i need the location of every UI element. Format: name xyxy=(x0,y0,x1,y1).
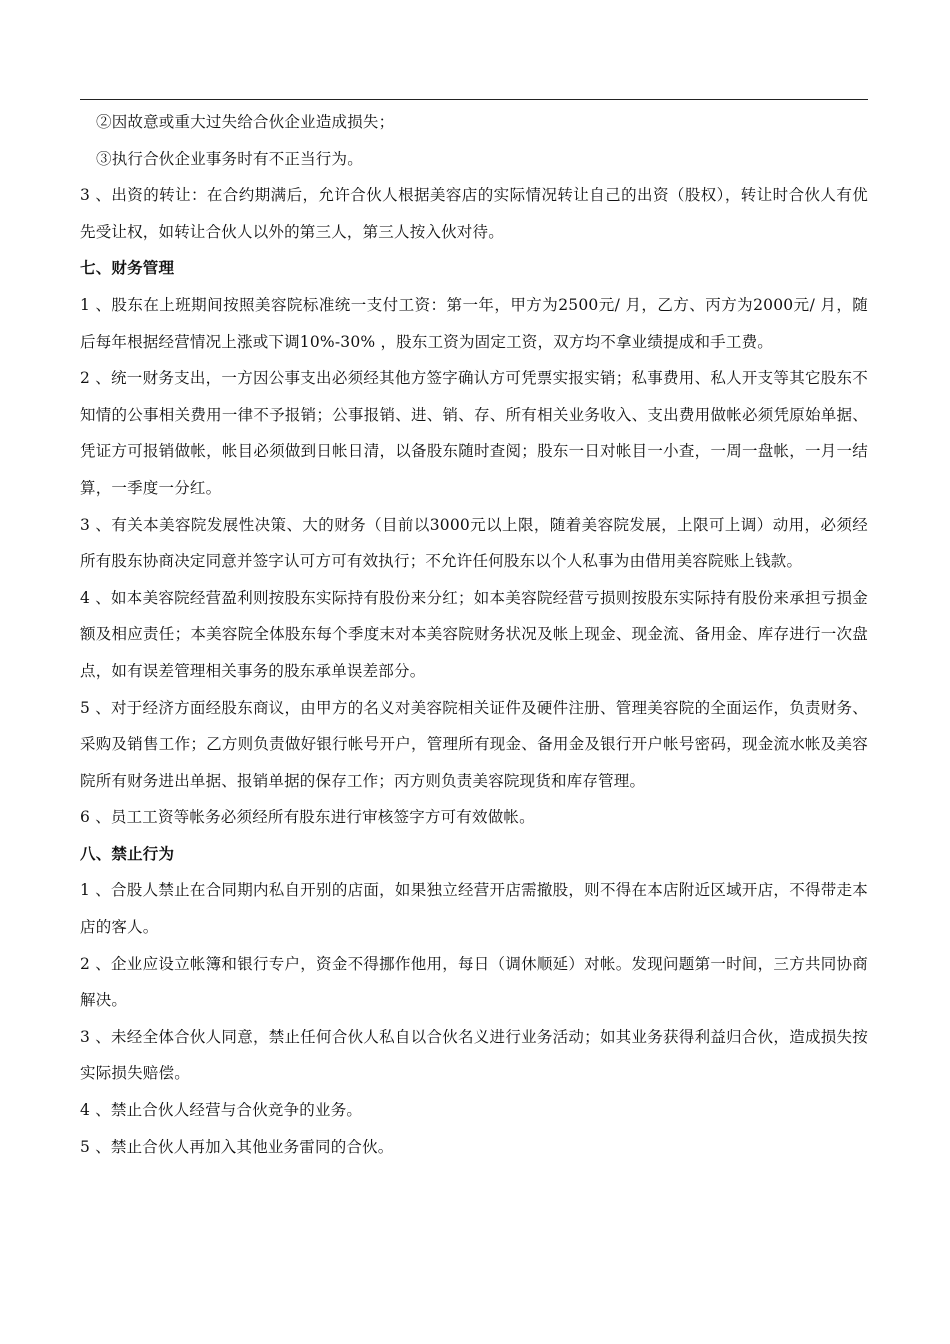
section-8-item-1: 1 、合股人禁止在合同期内私自开别的店面，如果独立经营开店需撤股，则不得在本店附近区域开店，不得带走本店的客人。 xyxy=(80,881,868,937)
transfer-clause: 3 、出资的转让：在合约期满后，允许合伙人根据美容店的实际情况转让自己的出资（股权），转让时合伙人有优先受让权，如转让合伙人以外的第三人，第三人按入伙对待。 xyxy=(80,186,868,241)
sub-item-3: ③执行合伙企业事务时有不正当行为。 xyxy=(96,149,363,168)
section-7-item-5: 5 、对于经济方面经股东商议，由甲方的名义对美容院相关证件及硬件注册、管理美容院的全面运作，负责财务、采购及销售工作；乙方则负责做好银行帐号开户，管理所有现金、备用金及银行开户帐号密码，现金流水帐及美容院所有财务进出单据、报销单据的保存工作；丙方则负责美容院现货和库存管理。 xyxy=(80,698,868,790)
section-8-item-3: 3 、未经全体合伙人同意，禁止任何合伙人私自以合伙名义进行业务活动；如其业务获得利益归合伙，造成损失按实际损失赔偿。 xyxy=(80,1027,868,1083)
section-7-heading: 七、财务管理 xyxy=(80,259,175,278)
section-7-item-2: 2 、统一财务支出，一方因公事支出必须经其他方签字确认方可凭票实报实销；私事费用、私人开支等其它股东不知情的公事相关费用一律不予报销；公事报销、进、销、存、所有相关业务收入、支出费用做帐必须凭原始单据、凭证方可报销做帐，帐目必须做到日帐日清，以备股东随时查阅；股东一日对帐目一小查，一周一盘帐，一月一结算，一季度一分红。 xyxy=(80,369,868,497)
section-8-heading: 八、禁止行为 xyxy=(80,844,175,863)
section-7-item-3: 3 、有关本美容院发展性决策、大的财务（目前以3000元以上限，随着美容院发展，上限可上调）动用，必须经所有股东协商决定同意并签字认可方可有效执行；不允许任何股东以个人私事为由借用美容院账上钱款。 xyxy=(80,515,868,571)
section-7-item-6: 6 、员工工资等帐务必须经所有股东进行审核签字方可有效做帐。 xyxy=(80,808,535,827)
sub-item-2: ②因故意或重大过失给合伙企业造成损失； xyxy=(96,113,395,131)
section-8-item-4: 4 、禁止合伙人经营与合伙竞争的业务。 xyxy=(80,1101,363,1120)
section-8-item-2: 2 、企业应设立帐簿和银行专户，资金不得挪作他用，每日（调休顺延）对帐。发现问题第一时间，三方共同协商解决。 xyxy=(80,954,868,1010)
section-7-item-1: 1 、股东在上班期间按照美容院标准统一支付工资：第一年，甲方为2500元/ 月，乙方、丙方为2000元/ 月，随后每年根据经营情况上涨或下调10%-30% ，股东工资为固定工资，双方均不拿业绩提成和手工费。 xyxy=(80,295,868,351)
section-7-item-4: 4 、如本美容院经营盈利则按股东实际持有股份来分红；如本美容院经营亏损则按股东实际持有股份来承担亏损金额及相应责任；本美容院全体股东每个季度末对本美容院财务状况及帐上现金、现金流、备用金、库存进行一次盘点，如有误差管理相关事务的股东承单误差部分。 xyxy=(80,588,868,680)
header-rule xyxy=(80,99,868,100)
section-8-item-5: 5 、禁止合伙人再加入其他业务雷同的合伙。 xyxy=(80,1137,394,1156)
document-body xyxy=(80,104,868,1165)
